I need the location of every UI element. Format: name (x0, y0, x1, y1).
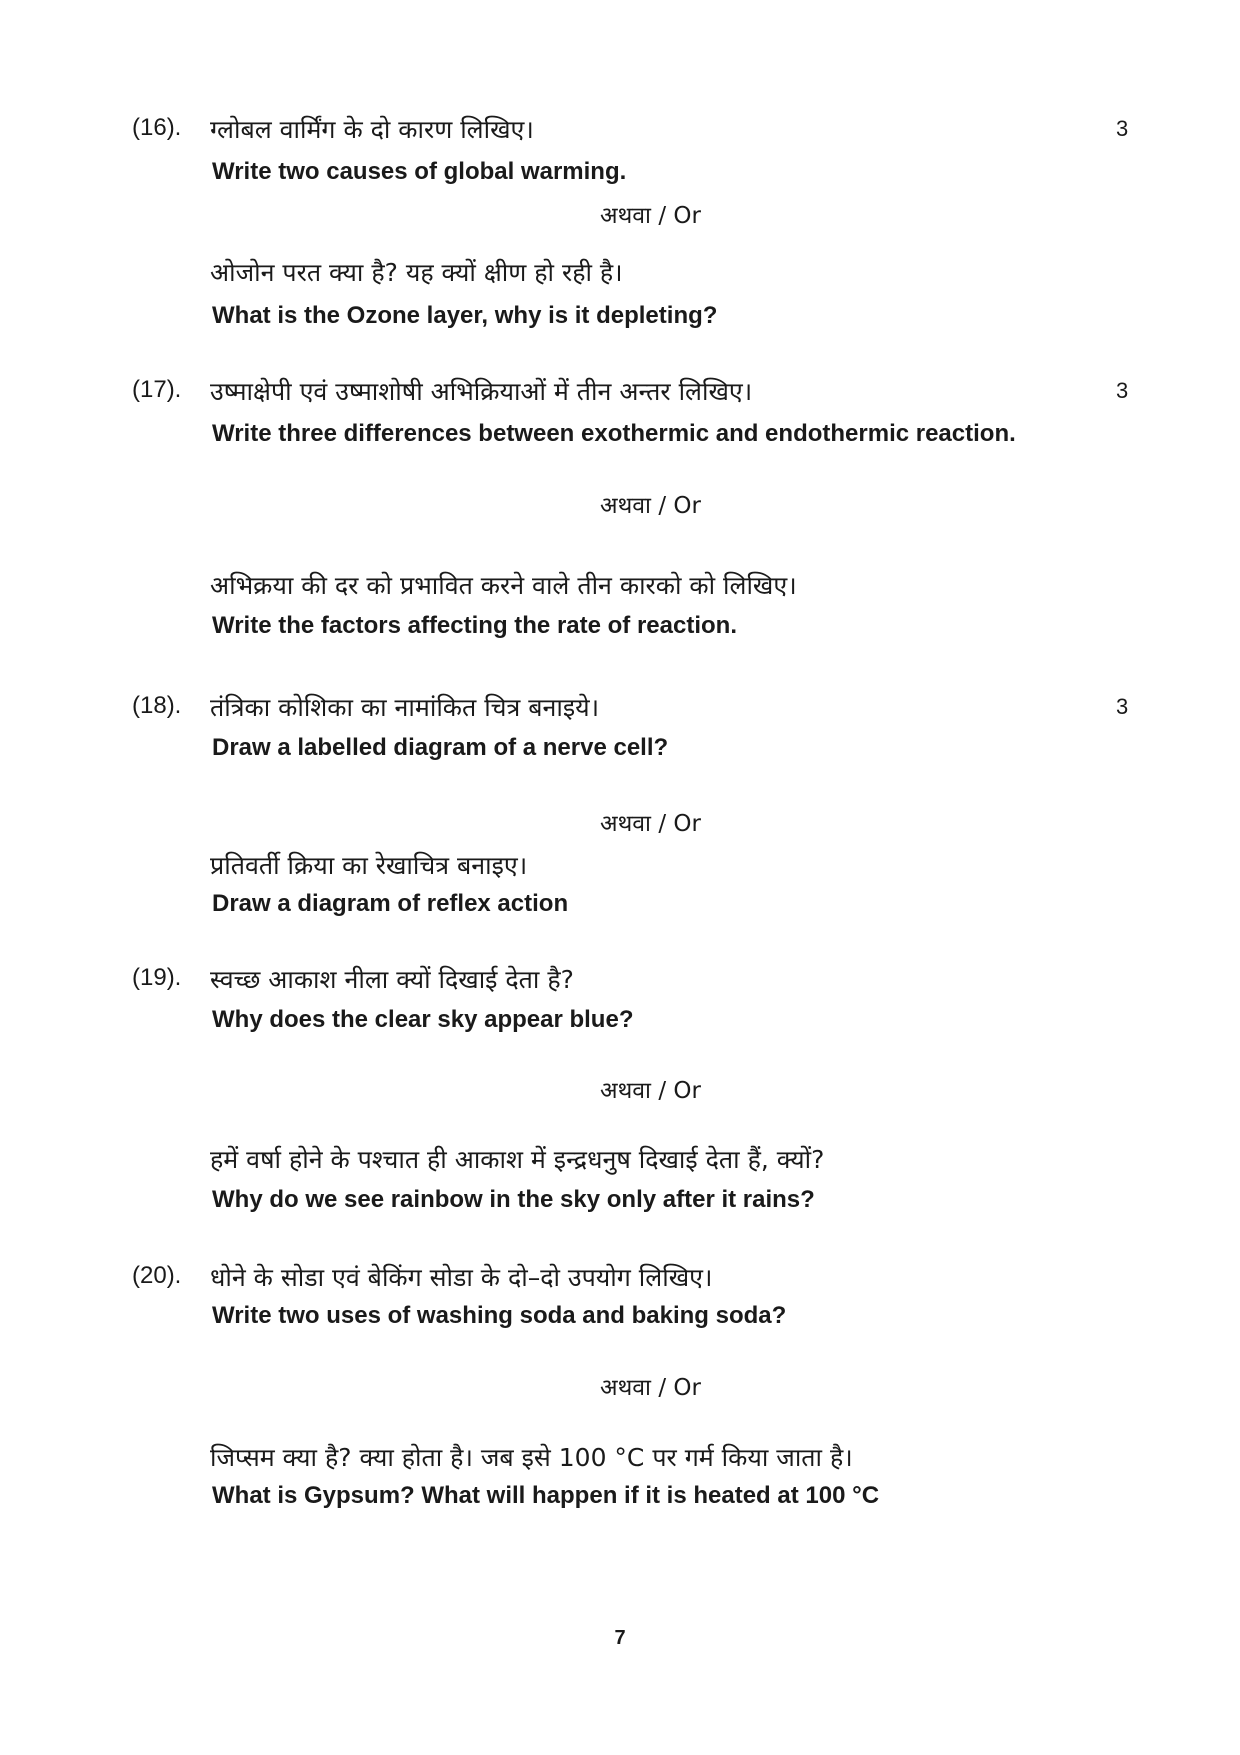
question-marks: 3 (1116, 378, 1129, 403)
question-english: Why does the clear sky appear blue? (212, 1006, 634, 1033)
alternative-english: What is Gypsum? What will happen if it is heated at 100 °C (212, 1482, 880, 1509)
alternative-english: What is the Ozone layer, why is it depleting? (212, 302, 718, 329)
alternative-hindi: प्रतिवर्ती क्रिया का रेखाचित्र बनाइए। (210, 851, 528, 880)
question-number: (17). (132, 376, 182, 403)
question-english: Write two causes of global warming. (212, 158, 627, 185)
alternative-hindi: जिप्सम क्या है? क्या होता है। जब इसे 100 °C पर गर्म किया जाता है। (210, 1443, 853, 1472)
alternative-hindi: हमें वर्षा होने के पश्चात ही आकाश में इन्द्रधनुष दिखाई देता हैं, क्यों? (210, 1145, 825, 1174)
or-label: अथवा / Or (600, 203, 701, 229)
or-label: अथवा / Or (600, 1078, 701, 1104)
alternative-english: Write the factors affecting the rate of reaction. (212, 612, 737, 639)
question-marks: 3 (1116, 694, 1129, 719)
question-hindi: उष्माक्षेपी एवं उष्माशोषी अभिक्रियाओं में तीन अन्तर लिखिए। (210, 377, 753, 406)
question-hindi: तंत्रिका कोशिका का नामांकित चित्र बनाइये। (210, 693, 600, 722)
or-label: अथवा / Or (600, 1375, 701, 1401)
question-number: (20). (132, 1262, 182, 1289)
alternative-english: Draw a diagram of reflex action (212, 890, 569, 917)
question-english: Write three differences between exothermic and endothermic reaction. (212, 420, 1016, 447)
question-english: Draw a labelled diagram of a nerve cell? (212, 734, 669, 761)
page-number: 7 (614, 1627, 626, 1649)
alternative-hindi: अभिक्रया की दर को प्रभावित करने वाले तीन कारको को लिखिए। (210, 571, 797, 600)
question-hindi: स्वच्छ आकाश नीला क्यों दिखाई देता है? (210, 965, 574, 994)
question-number: (19). (132, 964, 182, 991)
question-hindi: धोने के सोडा एवं बेकिंग सोडा के दो–दो उपयोग लिखिए। (210, 1263, 713, 1292)
question-number: (18). (132, 692, 182, 719)
question-marks: 3 (1116, 116, 1129, 141)
alternative-english: Why do we see rainbow in the sky only after it rains? (212, 1186, 815, 1213)
or-label: अथवा / Or (600, 493, 701, 519)
question-english: Write two uses of washing soda and baking soda? (212, 1302, 787, 1329)
alternative-hindi: ओजोन परत क्या है? यह क्यों क्षीण हो रही है। (210, 258, 623, 287)
question-number: (16). (132, 114, 182, 141)
or-label: अथवा / Or (600, 811, 701, 837)
question-hindi: ग्लोबल वार्मिंग के दो कारण लिखिए। (210, 115, 534, 144)
